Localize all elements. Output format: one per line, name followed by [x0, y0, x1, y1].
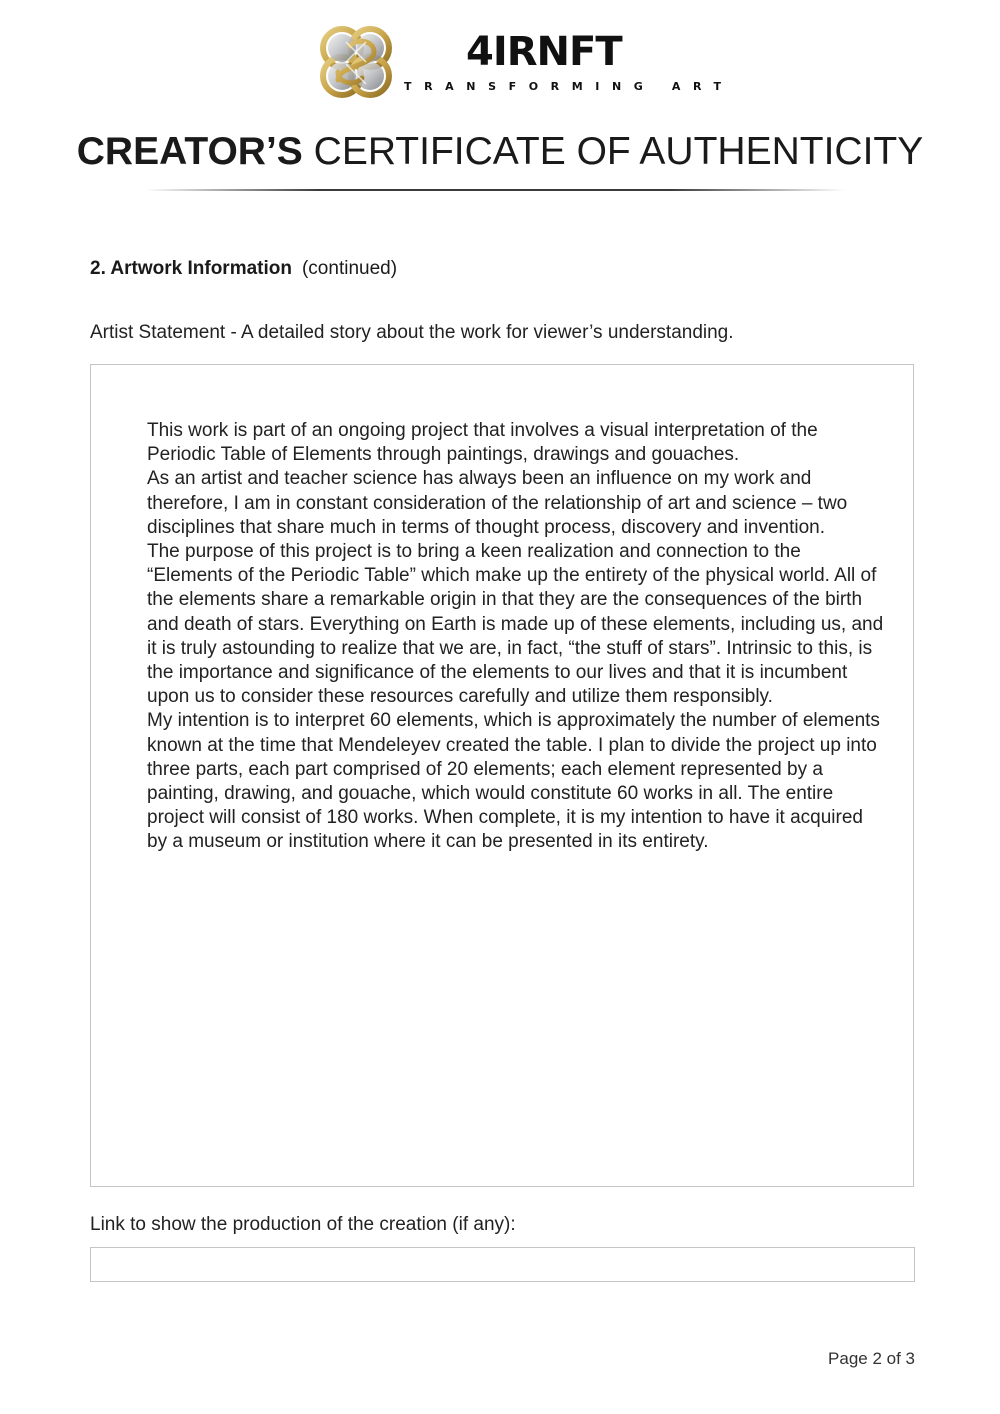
production-link-label: Link to show the production of the creation (if any):	[90, 1214, 516, 1235]
statement-paragraph: My intention is to interpret 60 elements, which is approximately the number of elements known at the time that Mendeleyev created the table. I plan to divide the project up into three parts, each part comprised of 20 elements; each element represented by a painting, drawing, and gouache, which would constitute 60 works in all. The entire project will consist of 180 works. When complete, it is my intention to have it acquired by a museum or institution where it can be presented in its entirety.	[147, 710, 880, 853]
artist-statement-label: Artist Statement - A detailed story about the work for viewer’s understanding.	[90, 322, 734, 343]
page-number: Page 2 of 3	[828, 1349, 915, 1368]
section-heading-note: (continued)	[301, 258, 398, 279]
brand-header	[316, 22, 734, 102]
statement-paragraph: As an artist and teacher science has always been an influence on my work and therefore, I am in constant consideration of the relationship of art and science – two disciplines that share much in terms of thought process, discovery and invention.	[147, 468, 848, 538]
statement-paragraph: The purpose of this project is to bring a keen realization and connection to the “Elements of the Periodic Table” which make up the entirety of the physical world. All of the elements share a remarkable origin in that they are the consequences of the birth and death of stars. Everything on Earth is made up of these elements, including us, and it is truly astounding to realize that we are, in fact, “the stuff of stars”. Intrinsic to this, is the importance and significance of the elements to our lives and that it is incumbent upon us to consider these resources carefully and utilize them responsibly.	[147, 541, 884, 708]
brand-tagline: TRANSFORMING ART	[404, 80, 734, 93]
brand-name: 4IRNFT	[466, 29, 622, 75]
statement-paragraph: This work is part of an ongoing project that involves a visual interpretation of the Periodic Table of Elements through paintings, drawings and gouaches.	[147, 420, 818, 466]
production-link-field[interactable]	[90, 1247, 915, 1282]
section-heading-title: 2. Artwork Information	[90, 258, 292, 279]
certificate-title-bold: CREATOR’S	[76, 130, 303, 173]
artist-statement-field[interactable]	[90, 364, 914, 1187]
artist-statement-text	[147, 419, 887, 855]
ornate-knot-logo-icon	[316, 22, 396, 102]
section-heading	[90, 256, 397, 282]
certificate-title	[0, 126, 1000, 178]
title-divider	[145, 189, 845, 191]
certificate-title-regular: CERTIFICATE OF AUTHENTICITY	[313, 130, 924, 173]
